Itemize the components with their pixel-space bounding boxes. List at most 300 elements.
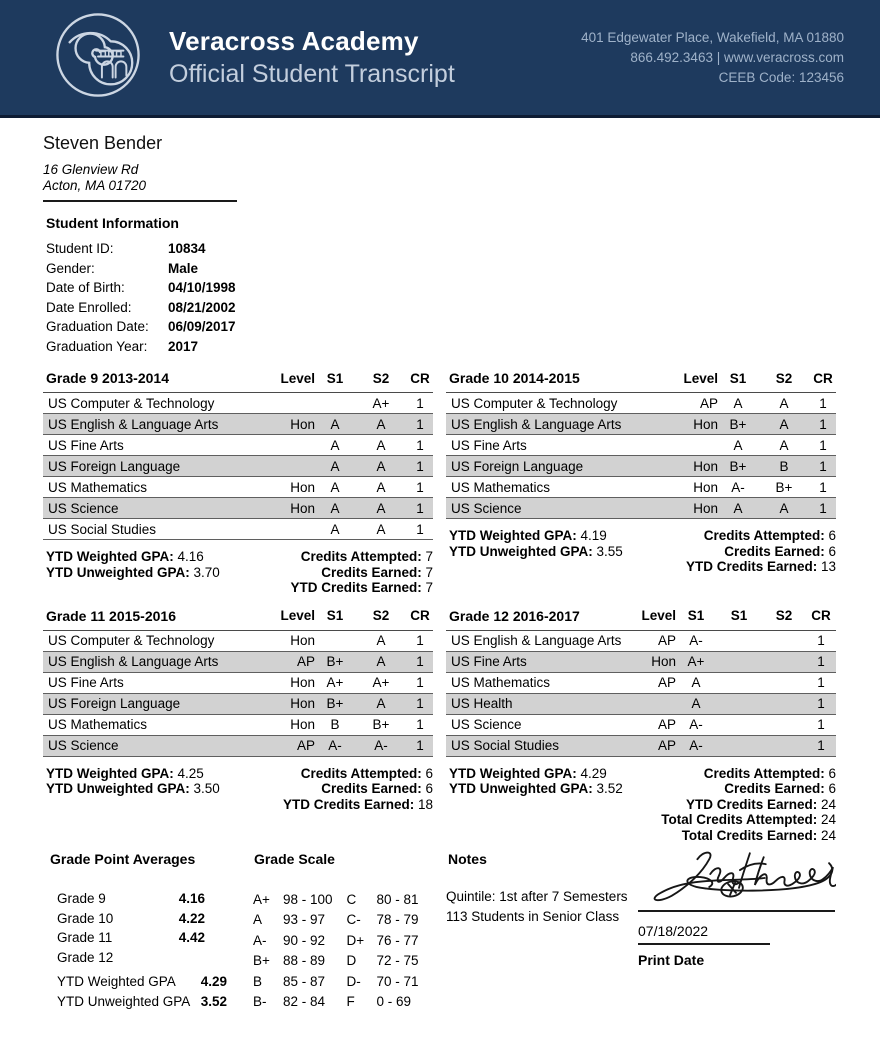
course-name: US Computer & Technology xyxy=(446,393,666,414)
grade12-table-section xyxy=(446,608,836,844)
scale-letter: F xyxy=(346,994,355,1010)
course-row xyxy=(43,414,433,435)
notes-block xyxy=(441,851,635,1012)
grade-cell: AP xyxy=(626,714,676,735)
summary-line: Credits Attempted: 6 xyxy=(703,765,836,781)
info-label: Graduation Year: xyxy=(46,338,148,354)
summary-label: Credits Attempted: xyxy=(300,549,422,564)
info-value: 2017 xyxy=(168,338,199,354)
grade-scale-row xyxy=(253,971,333,992)
course-name: US Mathematics xyxy=(446,672,626,693)
grade-cell xyxy=(762,735,806,756)
grade-cell: A xyxy=(676,693,716,714)
table-head xyxy=(43,370,433,393)
column-header: S1 xyxy=(676,608,716,631)
grade-cell: Hon xyxy=(263,693,315,714)
grade-cell: 1 xyxy=(810,414,836,435)
grade-cell: Hon xyxy=(666,456,718,477)
student-info-grid xyxy=(43,239,836,356)
grade-cell xyxy=(716,735,762,756)
course-row xyxy=(43,456,433,477)
course-row xyxy=(446,672,836,693)
course-name: US Science xyxy=(43,498,263,519)
grade-cell: A xyxy=(355,435,407,456)
scale-range: 85 - 87 xyxy=(282,973,325,989)
grade-cell: 1 xyxy=(407,519,433,540)
grade-scale-row xyxy=(253,992,333,1013)
summary-left xyxy=(43,549,220,596)
table-summary xyxy=(446,766,836,844)
header-row xyxy=(446,370,836,393)
student-info-row xyxy=(43,337,836,357)
student-info-heading: Student Information xyxy=(46,215,179,231)
student-name: Steven Bender xyxy=(43,133,163,153)
course-name: US Fine Arts xyxy=(43,672,263,693)
column-header: CR xyxy=(407,370,433,393)
column-header: S2 xyxy=(355,608,407,631)
grade-cell: AP xyxy=(263,651,315,672)
info-label: Student ID: xyxy=(46,241,114,257)
course-name: US Science xyxy=(446,714,626,735)
gpa-label: Grade 11 xyxy=(57,930,113,946)
summary-line: Credits Earned: 6 xyxy=(724,543,836,559)
grade-cell: A xyxy=(718,498,758,519)
grade-cell: 1 xyxy=(810,498,836,519)
gpa-averages-heading: Grade Point Averages xyxy=(50,851,196,867)
summary-line: YTD Weighted GPA: 4.25 xyxy=(46,765,204,781)
course-row xyxy=(446,414,836,435)
transcript-body xyxy=(0,133,880,1012)
grade-cell: B+ xyxy=(758,477,810,498)
grade-cell xyxy=(762,714,806,735)
grade-scale-columns xyxy=(247,889,441,1012)
scale-letter: B+ xyxy=(252,953,270,969)
grade-cell: A xyxy=(676,672,716,693)
grade-cell: A- xyxy=(315,735,355,756)
grade-cell: Hon xyxy=(666,498,718,519)
table-summary xyxy=(446,528,836,575)
scale-range: 90 - 92 xyxy=(282,932,325,948)
course-name: US Fine Arts xyxy=(446,435,666,456)
course-row xyxy=(43,672,433,693)
grade-cell: Hon xyxy=(263,414,315,435)
grade-cell: 1 xyxy=(806,630,836,651)
course-row xyxy=(43,630,433,651)
course-row xyxy=(446,735,836,756)
info-label: Gender: xyxy=(46,260,95,276)
summary-label: Credits Earned: xyxy=(321,564,422,580)
scale-range: 93 - 97 xyxy=(282,912,325,928)
note-line: 113 Students in Senior Class xyxy=(445,908,620,924)
grade-cell xyxy=(762,693,806,714)
table-title: Grade 11 2015-2016 xyxy=(43,608,263,631)
course-row xyxy=(43,714,433,735)
table-title: Grade 10 2014-2015 xyxy=(446,370,666,393)
course-name: US Computer & Technology xyxy=(43,630,263,651)
course-row xyxy=(43,498,433,519)
student-info-row xyxy=(43,317,836,337)
course-name: US Social Studies xyxy=(446,735,626,756)
gpa-label: Grade 9 xyxy=(57,891,106,907)
summary-label: YTD Unweighted GPA: xyxy=(449,781,593,796)
column-header: S1 xyxy=(716,608,762,631)
grade-scale-heading: Grade Scale xyxy=(253,851,335,867)
print-date-label: Print Date xyxy=(638,952,705,968)
grade-cell: B xyxy=(758,456,810,477)
grade-cell: B xyxy=(315,714,355,735)
grade-cell: 1 xyxy=(806,672,836,693)
grade-cell: 1 xyxy=(407,714,433,735)
grade-cell: A+ xyxy=(355,393,407,414)
grade-cell: A xyxy=(355,651,407,672)
course-name: US Fine Arts xyxy=(43,435,263,456)
column-header: S2 xyxy=(762,608,806,631)
scale-letter: A+ xyxy=(252,891,270,907)
summary-label: Credits Earned: xyxy=(321,781,422,796)
grade-cell xyxy=(716,714,762,735)
grade-cell: 1 xyxy=(810,456,836,477)
grade-cell: A xyxy=(355,477,407,498)
summary-line: YTD Credits Earned: 18 xyxy=(282,796,433,812)
grade10-table-section xyxy=(446,370,836,596)
summary-left xyxy=(446,766,623,844)
scale-range: 76 - 77 xyxy=(376,932,419,948)
header-row xyxy=(446,608,836,631)
course-name: US English & Language Arts xyxy=(43,651,263,672)
scale-letter: C xyxy=(346,891,357,907)
info-value: Male xyxy=(168,260,199,276)
document-title: Official Student Transcript xyxy=(169,60,455,88)
summary-line: YTD Credits Earned: 7 xyxy=(290,580,433,595)
grade-cell: A+ xyxy=(355,672,407,693)
table-head xyxy=(446,608,836,631)
date-line xyxy=(638,943,770,945)
grade-cell: A xyxy=(315,498,355,519)
gpa-value: 3.52 xyxy=(200,993,227,1009)
grade-cell: A- xyxy=(676,714,716,735)
grade-cell: A xyxy=(355,414,407,435)
summary-label: Credits Attempted: xyxy=(703,765,825,781)
grade9-table-section xyxy=(43,370,433,596)
grade-cell: A xyxy=(355,498,407,519)
course-name: US English & Language Arts xyxy=(446,630,626,651)
summary-label: Credits Earned: xyxy=(724,543,825,559)
grade-cell xyxy=(263,519,315,540)
summary-label: YTD Weighted GPA: xyxy=(46,549,174,564)
summary-line: YTD Weighted GPA: 4.16 xyxy=(46,549,204,564)
note-line: Quintile: 1st after 7 Semesters xyxy=(445,889,628,904)
summary-line: YTD Unweighted GPA: 3.50 xyxy=(46,781,220,796)
grade-table xyxy=(446,370,836,519)
course-row xyxy=(446,714,836,735)
grade-scale-row xyxy=(253,910,333,931)
course-row xyxy=(43,477,433,498)
course-row xyxy=(446,477,836,498)
gpa-value: 4.42 xyxy=(178,930,205,946)
grade-scale-row xyxy=(253,889,333,910)
table-summary xyxy=(43,766,433,813)
table-head xyxy=(446,370,836,393)
column-header: Level xyxy=(666,370,718,393)
grade-cell: 1 xyxy=(810,435,836,456)
grade-cell: A xyxy=(758,498,810,519)
course-row xyxy=(43,735,433,756)
grade-cell xyxy=(263,456,315,477)
summary-label: YTD Weighted GPA: xyxy=(449,528,577,543)
grade-cell: AP xyxy=(626,630,676,651)
grade-cell: AP xyxy=(666,393,718,414)
course-row xyxy=(446,630,836,651)
course-name: US Computer & Technology xyxy=(43,393,263,414)
scale-letter: A xyxy=(252,912,262,928)
grade-cell: B+ xyxy=(315,651,355,672)
course-name: US Social Studies xyxy=(43,519,263,540)
info-value: 06/09/2017 xyxy=(168,319,236,335)
scale-range: 80 - 81 xyxy=(376,891,419,907)
grade-cell xyxy=(716,693,762,714)
summary-line: YTD Unweighted GPA: 3.52 xyxy=(449,781,623,796)
gpa-value: 4.29 xyxy=(200,974,227,990)
school-logo xyxy=(54,11,142,104)
column-header: S1 xyxy=(315,608,355,631)
table-body xyxy=(446,630,836,756)
grade-cell: 1 xyxy=(407,693,433,714)
header-row xyxy=(43,608,433,631)
scale-range: 72 - 75 xyxy=(376,953,419,969)
summary-line: YTD Weighted GPA: 4.19 xyxy=(449,528,607,543)
summary-label: Credits Attempted: xyxy=(300,765,422,781)
grade-table xyxy=(43,608,433,757)
grade-cell: 1 xyxy=(810,393,836,414)
grade-cell: A- xyxy=(676,630,716,651)
grade-cell: A- xyxy=(676,735,716,756)
grade-cell xyxy=(716,651,762,672)
course-name: US English & Language Arts xyxy=(43,414,263,435)
grade-cell: 1 xyxy=(806,735,836,756)
summary-label: YTD Weighted GPA: xyxy=(46,765,174,781)
student-address xyxy=(43,162,836,193)
course-name: US Health xyxy=(446,693,626,714)
info-value: 04/10/1998 xyxy=(168,280,236,296)
column-header: S2 xyxy=(355,370,407,393)
course-name: US Mathematics xyxy=(43,714,263,735)
gpa-row xyxy=(57,928,205,948)
course-row xyxy=(43,519,433,540)
header-band xyxy=(0,0,880,118)
grade-cell: 1 xyxy=(806,651,836,672)
column-header: S1 xyxy=(718,370,758,393)
grade-cell: B+ xyxy=(355,714,407,735)
notes-lines xyxy=(441,887,635,926)
grade-cell: AP xyxy=(626,672,676,693)
school-contact-info xyxy=(581,28,844,88)
school-name: Veracross Academy xyxy=(169,26,419,56)
header-titles xyxy=(169,26,581,89)
grade-cell: A xyxy=(355,630,407,651)
grade-cell xyxy=(315,393,355,414)
column-header: S1 xyxy=(315,370,355,393)
school-phone-website: 866.492.3463 | www.veracross.com xyxy=(630,49,844,65)
info-value: 08/21/2002 xyxy=(168,299,236,315)
column-header: CR xyxy=(407,608,433,631)
grade-cell: A xyxy=(315,414,355,435)
grade-cell: A xyxy=(355,519,407,540)
grade-cell xyxy=(762,672,806,693)
grade-scale-row xyxy=(347,910,419,931)
grade-cell: A- xyxy=(355,735,407,756)
scale-range: 70 - 71 xyxy=(376,973,419,989)
address-divider xyxy=(43,200,237,202)
scale-range: 98 - 100 xyxy=(282,891,333,907)
summary-line: Total Credits Earned: 24 xyxy=(681,827,836,843)
summary-line: Credits Earned: 7 xyxy=(321,564,433,580)
grade-cell: Hon xyxy=(263,714,315,735)
grade-cell: 1 xyxy=(810,477,836,498)
student-info-row xyxy=(43,239,836,259)
grade-cell: B+ xyxy=(718,456,758,477)
summary-label: Credits Earned: xyxy=(724,781,825,796)
grade-cell: 1 xyxy=(407,735,433,756)
grade-cell: 1 xyxy=(407,630,433,651)
summary-right xyxy=(661,766,836,844)
grade-cell: A xyxy=(758,393,810,414)
grade-cell: Hon xyxy=(626,651,676,672)
grade-cell: 1 xyxy=(407,477,433,498)
grade-scale-row xyxy=(253,930,333,951)
column-header: CR xyxy=(810,370,836,393)
course-row xyxy=(446,435,836,456)
course-name: US Science xyxy=(446,498,666,519)
grade-scale-row xyxy=(347,992,419,1013)
grade-cell: A xyxy=(315,456,355,477)
grade-cell: A xyxy=(718,435,758,456)
grade-cell: Hon xyxy=(263,672,315,693)
column-header: Level xyxy=(263,608,315,631)
grade-cell: Hon xyxy=(666,414,718,435)
grade-cell xyxy=(263,393,315,414)
grade-cell: 1 xyxy=(407,651,433,672)
print-date-value: 07/18/2022 xyxy=(638,923,709,939)
gpa-averages-block xyxy=(43,851,247,1012)
scale-range: 82 - 84 xyxy=(282,994,325,1010)
info-label: Date of Birth: xyxy=(46,280,125,296)
scale-range: 78 - 79 xyxy=(376,912,419,928)
grade-scale-row xyxy=(347,930,419,951)
address-line2: Acton, MA 01720 xyxy=(43,177,147,193)
grade-scale-row xyxy=(347,889,419,910)
summary-label: Credits Attempted: xyxy=(703,528,825,543)
grade-cell: A+ xyxy=(315,672,355,693)
grade-scale-row xyxy=(347,951,419,972)
summary-label: YTD Credits Earned: xyxy=(282,796,415,812)
course-row xyxy=(43,435,433,456)
scale-letter: D xyxy=(346,953,357,969)
summary-line: YTD Unweighted GPA: 3.70 xyxy=(46,564,220,580)
grade-scale-right-column xyxy=(347,889,419,1012)
grade-cell xyxy=(626,693,676,714)
grade-scale-left-column xyxy=(253,889,333,1012)
grade-cell: A xyxy=(315,435,355,456)
gpa-value: 4.16 xyxy=(178,891,205,907)
course-row xyxy=(43,651,433,672)
summary-line: Total Credits Attempted: 24 xyxy=(661,812,836,827)
info-label: Graduation Date: xyxy=(46,319,149,335)
grade-cell: A xyxy=(718,393,758,414)
table-body xyxy=(43,630,433,756)
summary-line: YTD Credits Earned: 24 xyxy=(685,796,836,812)
summary-label: YTD Unweighted GPA: xyxy=(46,564,190,580)
summary-right xyxy=(258,549,433,596)
address-line1: 16 Glenview Rd xyxy=(43,162,139,177)
grade-cell: Hon xyxy=(263,477,315,498)
grade-cell: 1 xyxy=(407,456,433,477)
table-head xyxy=(43,608,433,631)
course-row xyxy=(446,498,836,519)
grade-cell: A xyxy=(758,414,810,435)
student-info-row xyxy=(43,298,836,318)
grade-cell: A+ xyxy=(676,651,716,672)
summary-right xyxy=(661,528,836,575)
summary-line: YTD Unweighted GPA: 3.55 xyxy=(449,543,623,559)
summary-label: YTD Credits Earned: xyxy=(685,796,818,812)
table-summary xyxy=(43,549,433,596)
grade-cell xyxy=(263,435,315,456)
info-value: 10834 xyxy=(168,241,206,257)
grade-cell: B+ xyxy=(718,414,758,435)
scale-letter: D- xyxy=(346,973,361,989)
course-name: US Mathematics xyxy=(43,477,263,498)
grade-cell: A- xyxy=(718,477,758,498)
course-name: US Foreign Language xyxy=(446,456,666,477)
grade-cell: AP xyxy=(626,735,676,756)
grade-cell xyxy=(716,672,762,693)
gpa-label: Grade 10 xyxy=(57,910,114,926)
grade-cell: 1 xyxy=(407,498,433,519)
grade-cell: B+ xyxy=(315,693,355,714)
grade-cell: Hon xyxy=(666,477,718,498)
ceeb-code: CEEB Code: 123456 xyxy=(718,69,844,85)
grade-cell: 1 xyxy=(407,435,433,456)
scale-range: 88 - 89 xyxy=(282,953,325,969)
summary-left xyxy=(43,766,220,813)
scale-letter: D+ xyxy=(346,932,365,948)
gpa-row xyxy=(57,948,205,968)
gpa-label: YTD Weighted GPA xyxy=(57,974,176,990)
grade-scale-row xyxy=(347,971,419,992)
course-row xyxy=(446,693,836,714)
grade-cell: 1 xyxy=(407,414,433,435)
summary-label: Total Credits Attempted: xyxy=(661,812,818,827)
grade-cell: Hon xyxy=(263,630,315,651)
summary-line: Credits Attempted: 6 xyxy=(300,765,433,781)
summary-line: Credits Earned: 6 xyxy=(724,781,836,796)
gpa-totals xyxy=(43,972,247,1011)
student-info-row xyxy=(43,278,836,298)
scale-letter: C- xyxy=(346,912,361,928)
summary-line: Credits Attempted: 6 xyxy=(703,528,836,543)
signature-line xyxy=(638,910,835,912)
nautilus-shell-logo-icon xyxy=(54,11,142,99)
course-name: US Fine Arts xyxy=(446,651,626,672)
course-row xyxy=(446,651,836,672)
course-name: US Mathematics xyxy=(446,477,666,498)
grade-cell: A xyxy=(315,519,355,540)
table-body xyxy=(446,393,836,519)
summary-line: Credits Earned: 6 xyxy=(321,781,433,796)
scale-letter: A- xyxy=(252,932,267,948)
gpa-total-row xyxy=(57,992,227,1012)
gpa-row xyxy=(57,889,205,909)
